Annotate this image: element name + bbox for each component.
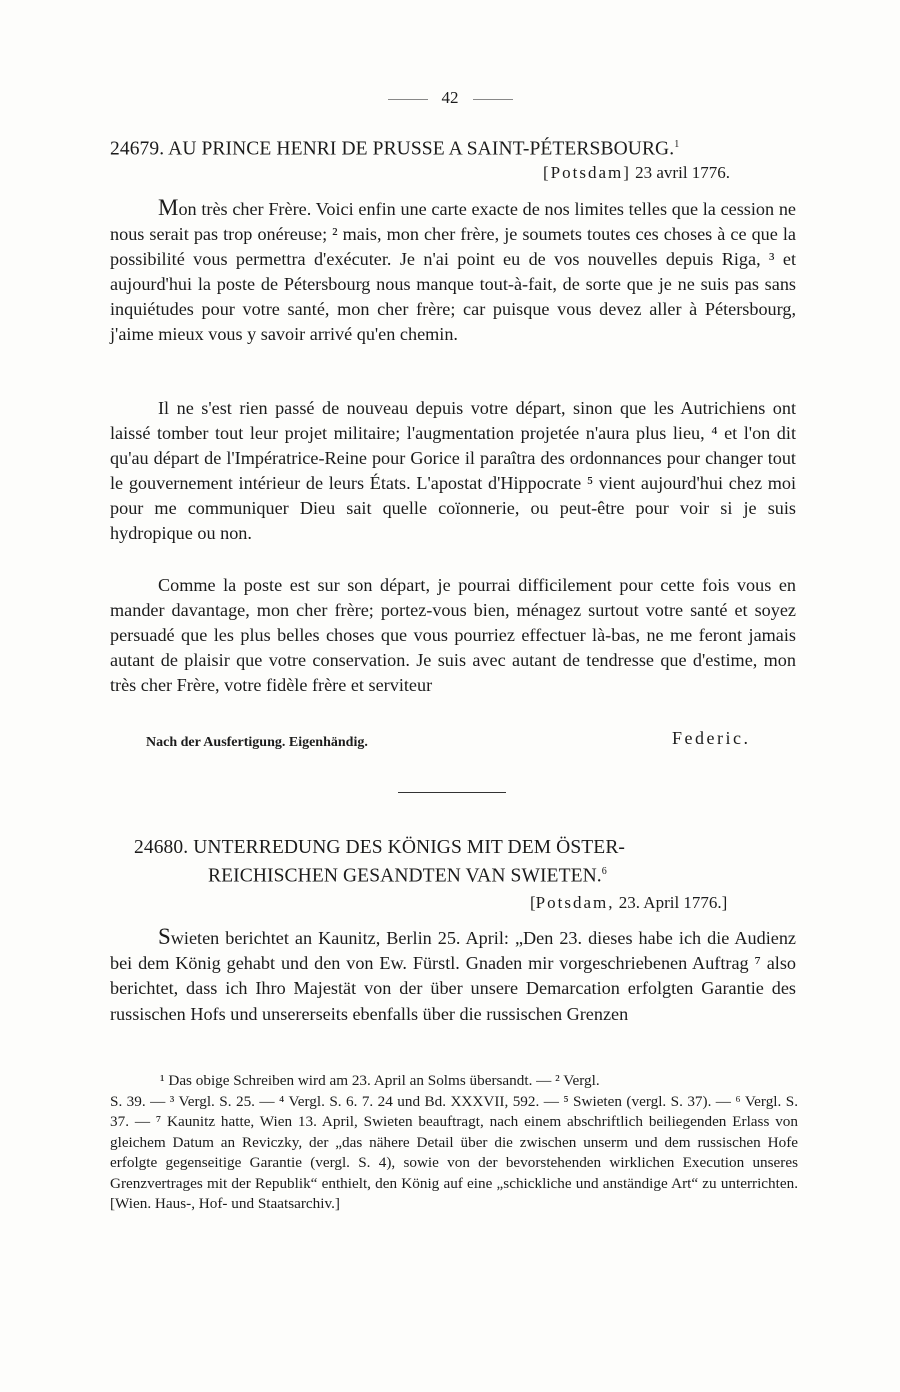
conversation-initial: S	[158, 924, 171, 949]
conversation-heading-line-1	[134, 836, 794, 860]
letter-initial: M	[158, 195, 179, 220]
page-number-line	[0, 88, 900, 108]
letter-paragraph-2: Il ne s'est rien passé de nouveau depuis votre départ, sinon que les Autrichiens ont laissé tomber tout leur projet militaire; l'augmentation projetée n'aura plus lieu, ⁴ et l'on dit qu'au départ de l'Impératrice-Reine pour Gorice il paraîtra des ordonnances pour changer tout le gouvernement intérieur de leurs États. L'apostat d'Hippocrate ⁵ vient aujourd'hui chez moi pour me communiquer Dieu sait quelle coïonnerie, ou peut-être pour voir si je suis hydropique ou non.	[110, 398, 796, 543]
letter-number: 24679.	[110, 138, 165, 160]
letter-date-line	[543, 163, 730, 183]
conversation-title-note: 6	[601, 866, 607, 877]
conversation-paragraph-1-text: wieten berichtet an Kaunitz, Berlin 25. April: „Den 23. dieses habe ich die Audienz bei dem König gehabt und den von Ew. Fürstl. Gnaden mir vorgeschriebenen Auftrag ⁷ also berichtet, dass ich Ihro Majestät von der über unsere Demarcation erfolgten Garantie des russischen Hofs und unsererseits ebenfalls über die russischen Grenzen	[110, 928, 796, 1024]
letter-paragraph-3: Comme la poste est sur son départ, je pourrai difficilement pour cette fois vous en mander davantage, mon cher frère; portez-vous bien, ménagez surtout votre santé et soyez persuadé que les plus belles choses que vous pourriez effectuer là-bas, ne me feront jamais autant de plaisir que votre conservation. Je suis avec autant de tendresse que d'estime, mon très cher Frère, votre fidèle frère et serviteur	[110, 575, 796, 695]
letter-source-note: Nach der Ausfertigung. Eigenhändig.	[146, 735, 368, 750]
footnotes	[110, 1071, 798, 1215]
conversation-title-line-1: UNTERREDUNG DES KÖNIGS MIT DEM ÖSTER-	[193, 837, 626, 858]
letter-date: 23 avril 1776.	[635, 163, 731, 182]
conversation-date-place: Potsdam,	[535, 893, 615, 912]
page-number-dash-right	[473, 99, 513, 100]
section-divider	[398, 792, 506, 793]
conversation-heading-line-2	[134, 860, 794, 889]
letter-paragraph-1	[110, 195, 796, 347]
letter-paragraph-1-text: on très cher Frère. Voici enfin une carte exacte de nos limites telles que la cession ne nous serait pas trop onéreuse; ² mais, mon cher frère, je soumets toutes ces choses à ce que la possibilité vous permettra d'exécuter. Je n'ai point eu de vos nouvelles depuis Riga, ³ et aujourd'hui la poste de Pétersbourg nous manque tout-à-fait, de sorte que je ne suis pas sans inquiétudes pour votre santé, mon cher frère; car puisque vous devez aller à Pétersbourg, j'aime mieux vous y savoir arrivé qu'en chemin.	[110, 199, 796, 344]
conversation-number: 24680.	[134, 837, 189, 858]
conversation-title-line-2: REICHISCHEN GESANDTEN VAN SWIETEN.	[208, 865, 602, 887]
footnote-line-1: ¹ Das obige Schreiben wird am 23. April an Solms übersandt. — ² Vergl.	[160, 1072, 600, 1089]
footnote-rest: S. 39. — ³ Vergl. S. 25. — ⁴ Vergl. S. 6. 7. 24 und Bd. XXXVII, 592. — ⁵ Swieten (vergl. S. 37). — ⁶ Vergl. S. 37. — ⁷ Kaunitz hatte, Wien 13. April, Swieten beauftragt, nach einem abschriftlich beiliegenden Erlass von gleichem Datum an Reviczky, der „das nähere Detail über die zwischen unserm und dem russischen Hofe erfolgte gegenseitige Garantie (vergl. S. 4), sowie von der bevorstehenden wirklichen Execution unseres Grenzvertrages mit der Republik“ enthielt, den König auf eine „schickliche und anständige Art“ zu unterrichten. [Wien. Haus-, Hof- und Staatsarchiv.]	[110, 1092, 798, 1212]
conversation-paragraph-1	[110, 924, 796, 1027]
letter-title: AU PRINCE HENRI DE PRUSSE A SAINT-PÉTERSBOURG.	[168, 138, 675, 160]
conversation-heading	[134, 836, 794, 889]
letter-signature: Federic.	[672, 728, 751, 748]
letter-heading	[110, 133, 800, 162]
conversation-date-open: [	[530, 893, 536, 912]
page-number-dash-left	[388, 99, 428, 100]
letter-date-place: [Potsdam]	[543, 163, 631, 182]
conversation-date: 23. April 1776.]	[618, 893, 728, 912]
page-number: 42	[441, 88, 459, 107]
conversation-date-line	[530, 893, 727, 913]
letter-title-note: 1	[674, 139, 680, 150]
